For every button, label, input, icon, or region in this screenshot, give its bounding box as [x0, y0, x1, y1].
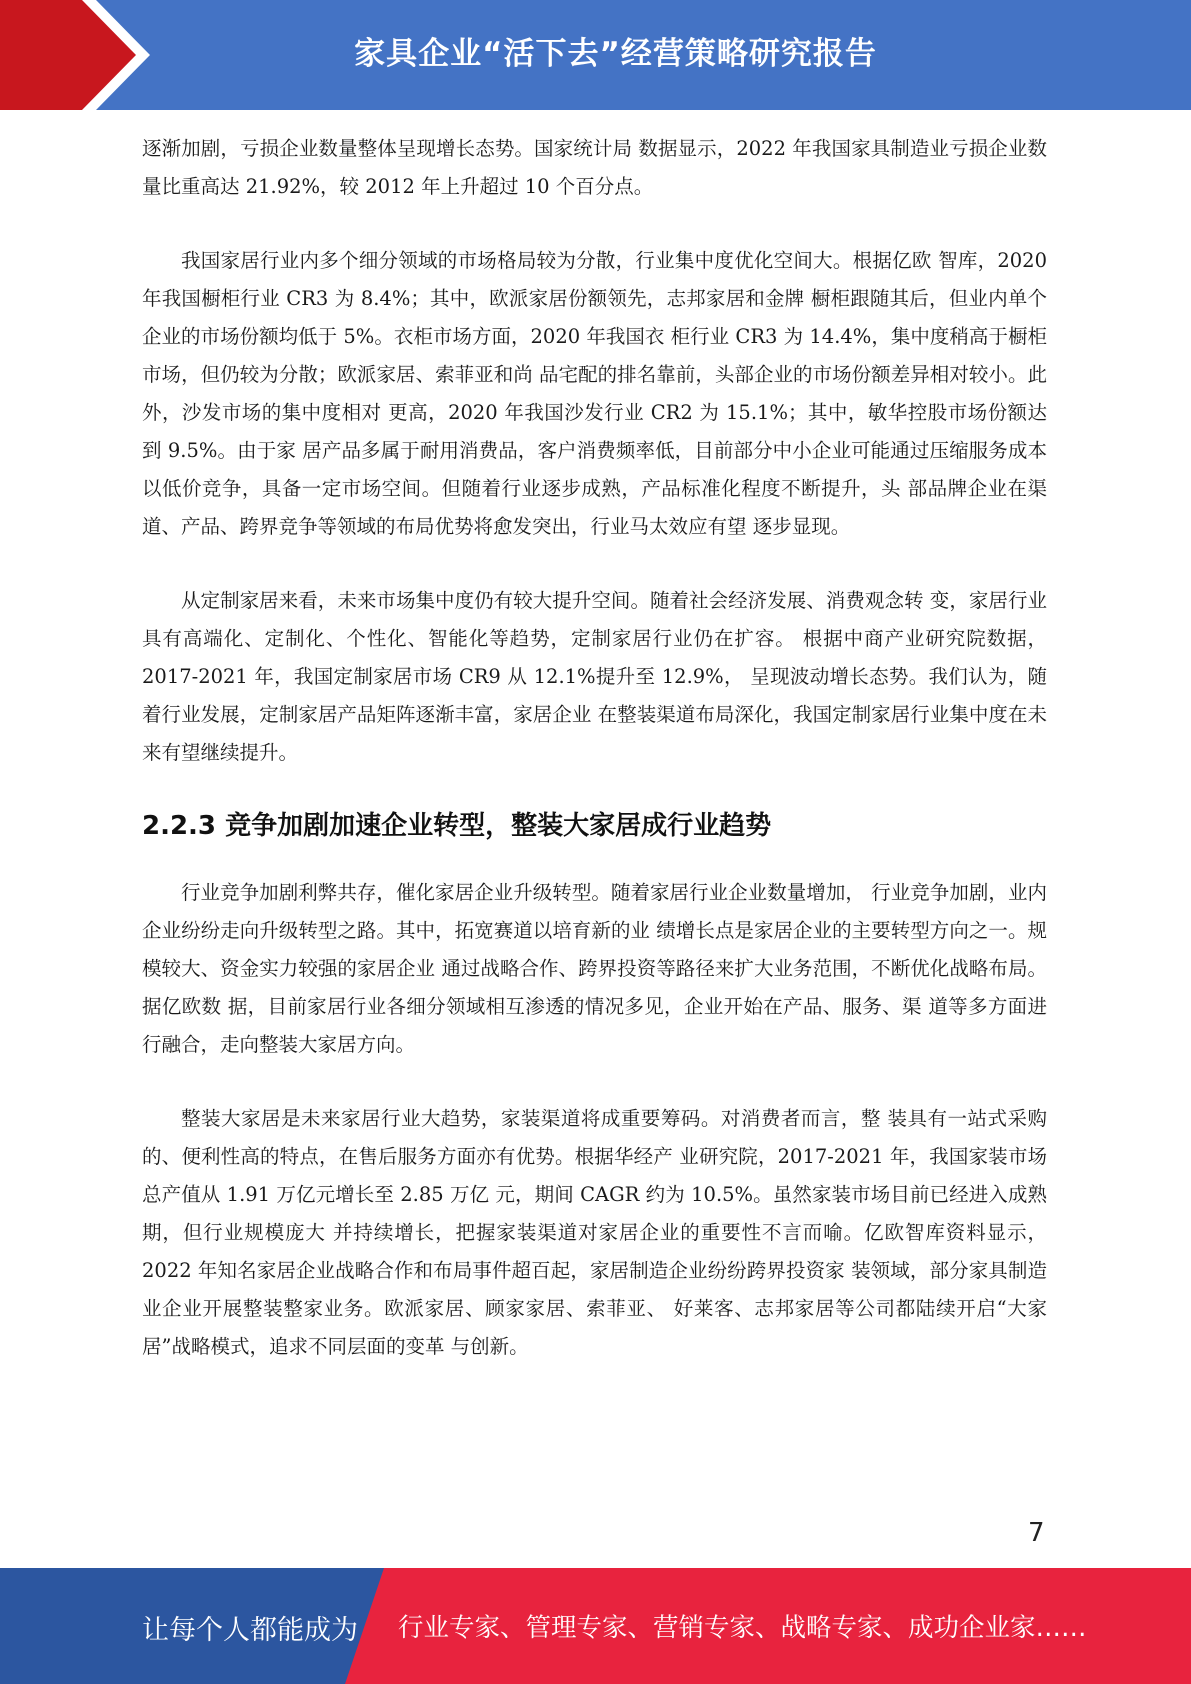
paragraph-3: 从定制家居来看，未来市场集中度仍有较大提升空间。随着社会经济发展、消费观念转 变，家居行业具有高端化、定制化、个性化、智能化等趋势，定制家居行业仍在扩容。 根据中商产业研究院数据，2017-2021 年，我国定制家居市场 CR9 从 12.1%提升至 12.9%， 呈现波动增长态势。我们认为，随着行业发展，定制家居产品矩阵逐渐丰富，家居企业 在整装渠道布局深化，我国定制家居行业集中度在未来有望继续提升。: [142, 589, 1047, 764]
document-body: [142, 130, 1047, 1402]
footer-slogan-left: 让每个人都能成为: [142, 1615, 358, 1646]
report-title: 家具企业“活下去”经营策略研究报告: [354, 36, 877, 72]
header-band: [0, 0, 1191, 110]
page-number: 7: [1028, 1518, 1045, 1548]
section-heading: 2.2.3 竞争加剧加速企业转型，整装大家居成行业趋势: [142, 811, 772, 841]
paragraph-4: 行业竞争加剧利弊共存，催化家居企业升级转型。随着家居行业企业数量增加， 行业竞争加剧，业内企业纷纷走向升级转型之路。其中，拓宽赛道以培育新的业 绩增长点是家居企业的主要转型方向之一。规模较大、资金实力较强的家居企业 通过战略合作、跨界投资等路径来扩大业务范围，不断优化战略布局。据亿欧数 据，目前家居行业各细分领域相互渗透的情况多见，企业开始在产品、服务、渠 道等多方面进行融合，走向整装大家居方向。: [142, 881, 1047, 1056]
footer-slogan-right: 行业专家、管理专家、营销专家、战略专家、成功企业家……: [398, 1613, 1087, 1643]
paragraph-1: 逐渐加剧，亏损企业数量整体呈现增长态势。国家统计局 数据显示，2022 年我国家具制造业亏损企业数量比重高达 21.92%，较 2012 年上升超过 10 个百分点。: [142, 137, 1047, 198]
footer-band: [0, 1568, 1191, 1684]
paragraph-2: 我国家居行业内多个细分领域的市场格局较为分散，行业集中度优化空间大。根据亿欧 智库，2020 年我国橱柜行业 CR3 为 8.4%；其中，欧派家居份额领先，志邦家居和金牌 橱柜跟随其后，但业内单个企业的市场份额均低于 5%。衣柜市场方面，2020 年我国衣 柜行业 CR3 为 14.4%，集中度稍高于橱柜市场，但仍较为分散；欧派家居、索菲亚和尚 品宅配的排名靠前，头部企业的市场份额差异相对较小。此外，沙发市场的集中度相对 更高，2020 年我国沙发行业 CR2 为 15.1%；其中，敏华控股市场份额达到 9.5%。由于家 居产品多属于耐用消费品，客户消费频率低，目前部分中小企业可能通过压缩服务成本 以低价竞争，具备一定市场空间。但随着行业逐步成熟，产品标准化程度不断提升，头 部品牌企业在渠道、产品、跨界竞争等领域的布局优势将愈发突出，行业马太效应有望 逐步显现。: [142, 249, 1047, 538]
paragraph-5: 整装大家居是未来家居行业大趋势，家装渠道将成重要筹码。对消费者而言，整 装具有一站式采购的、便利性高的特点，在售后服务方面亦有优势。根据华经产 业研究院，2017-2021 年，我国家装市场总产值从 1.91 万亿元增长至 2.85 万亿 元，期间 CAGR 约为 10.5%。虽然家装市场目前已经进入成熟期，但行业规模庞大 并持续增长，把握家装渠道对家居企业的重要性不言而喻。亿欧智库资料显示， 2022 年知名家居企业战略合作和布局事件超百起，家居制造企业纷纷跨界投资家 装领域，部分家具制造业企业开展整装整家业务。欧派家居、顾家家居、索菲亚、 好莱客、志邦家居等公司都陆续开启“大家居”战略模式，追求不同层面的变革 与创新。: [142, 1107, 1047, 1358]
